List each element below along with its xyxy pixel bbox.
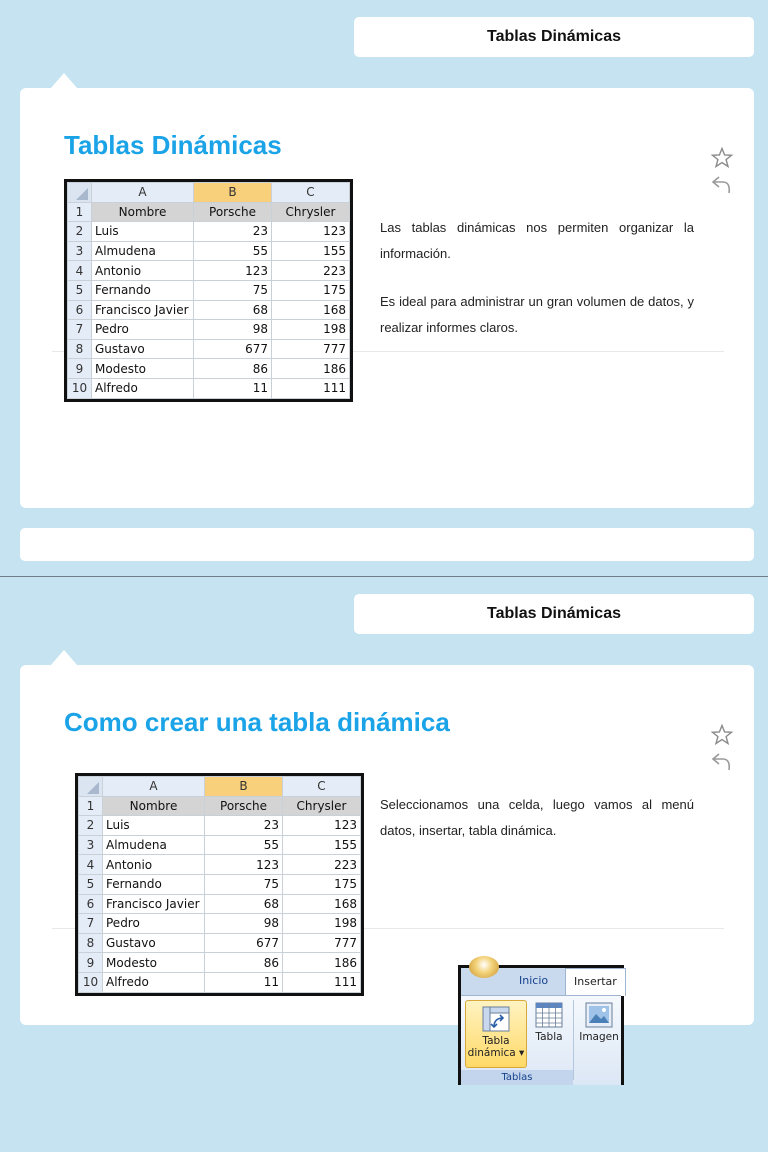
back-arrow-icon[interactable] <box>710 172 734 196</box>
back-arrow-icon[interactable] <box>710 749 734 773</box>
cell[interactable]: 186 <box>272 359 350 379</box>
table-button-label: Tabla <box>535 1031 563 1043</box>
cell[interactable]: 198 <box>283 914 361 934</box>
cell[interactable]: Francisco Javier <box>103 894 205 914</box>
cell[interactable]: 155 <box>272 241 350 261</box>
table-row <box>68 222 350 242</box>
cell[interactable]: 198 <box>272 320 350 340</box>
cell[interactable]: Luis <box>92 222 194 242</box>
cell[interactable]: 98 <box>194 320 272 340</box>
row-number: 1 <box>68 202 92 222</box>
office-button-icon[interactable] <box>469 956 499 978</box>
cell[interactable]: 123 <box>194 261 272 281</box>
cell[interactable]: 123 <box>205 855 283 875</box>
cell[interactable]: Gustavo <box>92 339 194 359</box>
cell[interactable]: 168 <box>272 300 350 320</box>
cell[interactable]: 111 <box>272 378 350 398</box>
cell[interactable]: 677 <box>205 933 283 953</box>
column-header-c[interactable]: C <box>283 777 361 797</box>
table-row <box>79 933 361 953</box>
cell[interactable]: 98 <box>205 914 283 934</box>
cell[interactable]: 68 <box>205 894 283 914</box>
excel-ribbon <box>458 965 624 1085</box>
cell[interactable]: 677 <box>194 339 272 359</box>
description-paragraph: Las tablas dinámicas nos permiten organizar la información. <box>380 220 694 261</box>
bottom-bar <box>20 528 754 561</box>
table-row <box>68 378 350 398</box>
card-notch <box>50 650 78 666</box>
slide-card <box>20 665 754 1083</box>
cell[interactable]: Francisco Javier <box>92 300 194 320</box>
pivot-button-label-2 <box>466 1047 526 1059</box>
row-number: 8 <box>68 339 92 359</box>
row-number: 2 <box>68 222 92 242</box>
tab-inicio[interactable]: Inicio <box>519 974 549 987</box>
cell[interactable]: 175 <box>283 874 361 894</box>
table-row <box>68 300 350 320</box>
header-cell[interactable]: Chrysler <box>272 202 350 222</box>
table-row <box>68 241 350 261</box>
column-header-a[interactable]: A <box>103 777 205 797</box>
table-button[interactable] <box>531 1002 567 1043</box>
table-row <box>79 874 361 894</box>
pivot-button-label-1: Tabla <box>482 1035 510 1047</box>
cell[interactable]: Pedro <box>103 914 205 934</box>
cell[interactable]: 223 <box>272 261 350 281</box>
row-number: 8 <box>79 933 103 953</box>
cell[interactable]: Almudena <box>103 835 205 855</box>
dropdown-arrow-icon: ▾ <box>519 1047 525 1059</box>
table-row <box>68 261 350 281</box>
cell[interactable]: 111 <box>283 972 361 992</box>
row-number: 3 <box>79 835 103 855</box>
row-number: 4 <box>68 261 92 281</box>
page-title: Tablas Dinámicas <box>64 130 282 160</box>
table-row <box>79 914 361 934</box>
cell[interactable]: 777 <box>272 339 350 359</box>
star-icon[interactable] <box>710 146 734 170</box>
image-button-label: Imagen <box>579 1031 619 1043</box>
cell[interactable]: Antonio <box>92 261 194 281</box>
cell[interactable]: 86 <box>194 359 272 379</box>
row-number: 1 <box>79 796 103 816</box>
cell[interactable]: Alfredo <box>103 972 205 992</box>
row-number: 7 <box>79 914 103 934</box>
column-header-b[interactable]: B <box>205 777 283 797</box>
column-header-c[interactable]: C <box>272 183 350 203</box>
cell[interactable]: 223 <box>283 855 361 875</box>
slide-header: Tablas Dinámicas <box>354 17 754 57</box>
cell[interactable]: 55 <box>205 835 283 855</box>
table-row <box>68 320 350 340</box>
cell[interactable]: 155 <box>283 835 361 855</box>
row-number: 5 <box>68 280 92 300</box>
description-paragraph: Es ideal para administrar un gran volumen de datos, y realizar informes claros. <box>380 294 694 335</box>
row-number: 6 <box>68 300 92 320</box>
table-row <box>79 894 361 914</box>
cell[interactable]: 68 <box>194 300 272 320</box>
column-header-b[interactable]: B <box>194 183 272 203</box>
cell[interactable]: Fernando <box>103 874 205 894</box>
cell[interactable]: 123 <box>272 222 350 242</box>
cell[interactable]: 175 <box>272 280 350 300</box>
pivot-table-button[interactable] <box>465 1000 527 1068</box>
table-row <box>79 855 361 875</box>
row-number: 7 <box>68 320 92 340</box>
cell[interactable]: 168 <box>283 894 361 914</box>
image-button[interactable] <box>577 1002 621 1043</box>
header-cell[interactable]: Porsche <box>194 202 272 222</box>
cell[interactable]: Luis <box>103 816 205 836</box>
cell[interactable]: 777 <box>283 933 361 953</box>
slide-header: Tablas Dinámicas <box>354 594 754 634</box>
tab-insertar[interactable]: Insertar <box>565 968 626 996</box>
ribbon-group-label: Tablas <box>461 1070 573 1085</box>
cell[interactable]: 11 <box>194 378 272 398</box>
cell[interactable]: Pedro <box>92 320 194 340</box>
slide-card <box>20 88 754 508</box>
cell[interactable]: Modesto <box>103 953 205 973</box>
row-number: 5 <box>79 874 103 894</box>
row-number: 10 <box>68 378 92 398</box>
table-icon <box>535 1002 563 1028</box>
cell[interactable]: Gustavo <box>103 933 205 953</box>
row-number: 10 <box>79 972 103 992</box>
description-paragraph: Seleccionamos una celda, luego vamos al menú datos, insertar, tabla dinámica. <box>380 797 694 838</box>
table-row <box>79 816 361 836</box>
row-number: 4 <box>79 855 103 875</box>
spreadsheet <box>75 773 364 996</box>
header-cell[interactable]: Chrysler <box>283 796 361 816</box>
ribbon-tab-row <box>461 968 621 995</box>
table-row <box>68 359 350 379</box>
star-icon[interactable] <box>710 723 734 747</box>
table-row <box>79 835 361 855</box>
page-title: Como crear una tabla dinámica <box>64 707 450 737</box>
slide-2 <box>0 576 768 1152</box>
ribbon-body <box>461 995 621 1085</box>
ribbon-separator <box>573 1000 574 1080</box>
row-number: 3 <box>68 241 92 261</box>
row-number: 2 <box>79 816 103 836</box>
column-header-a[interactable]: A <box>92 183 194 203</box>
table-row <box>79 972 361 992</box>
row-number: 9 <box>79 953 103 973</box>
card-notch <box>50 73 78 89</box>
cell[interactable]: 11 <box>205 972 283 992</box>
header-cell[interactable]: Nombre <box>103 796 205 816</box>
table-row <box>68 339 350 359</box>
table-row <box>79 953 361 973</box>
pivot-table-icon <box>481 1005 511 1033</box>
row-number: 9 <box>68 359 92 379</box>
header-cell[interactable]: Porsche <box>205 796 283 816</box>
select-all-corner[interactable] <box>68 183 92 203</box>
cell[interactable]: Fernando <box>92 280 194 300</box>
cell[interactable]: 23 <box>194 222 272 242</box>
cell[interactable]: 123 <box>283 816 361 836</box>
cell[interactable]: 75 <box>205 874 283 894</box>
cell[interactable]: 75 <box>194 280 272 300</box>
select-all-corner[interactable] <box>79 777 103 797</box>
cell[interactable]: Modesto <box>92 359 194 379</box>
cell[interactable]: Antonio <box>103 855 205 875</box>
row-number: 6 <box>79 894 103 914</box>
image-icon <box>585 1002 613 1028</box>
cell[interactable]: 186 <box>283 953 361 973</box>
table-row <box>68 280 350 300</box>
cell[interactable]: Alfredo <box>92 378 194 398</box>
cell[interactable]: Almudena <box>92 241 194 261</box>
cell[interactable]: 86 <box>205 953 283 973</box>
spreadsheet <box>64 179 353 402</box>
cell[interactable]: 23 <box>205 816 283 836</box>
cell[interactable]: 55 <box>194 241 272 261</box>
header-cell[interactable]: Nombre <box>92 202 194 222</box>
pivot-button-label-2-text: dinámica <box>467 1047 516 1059</box>
